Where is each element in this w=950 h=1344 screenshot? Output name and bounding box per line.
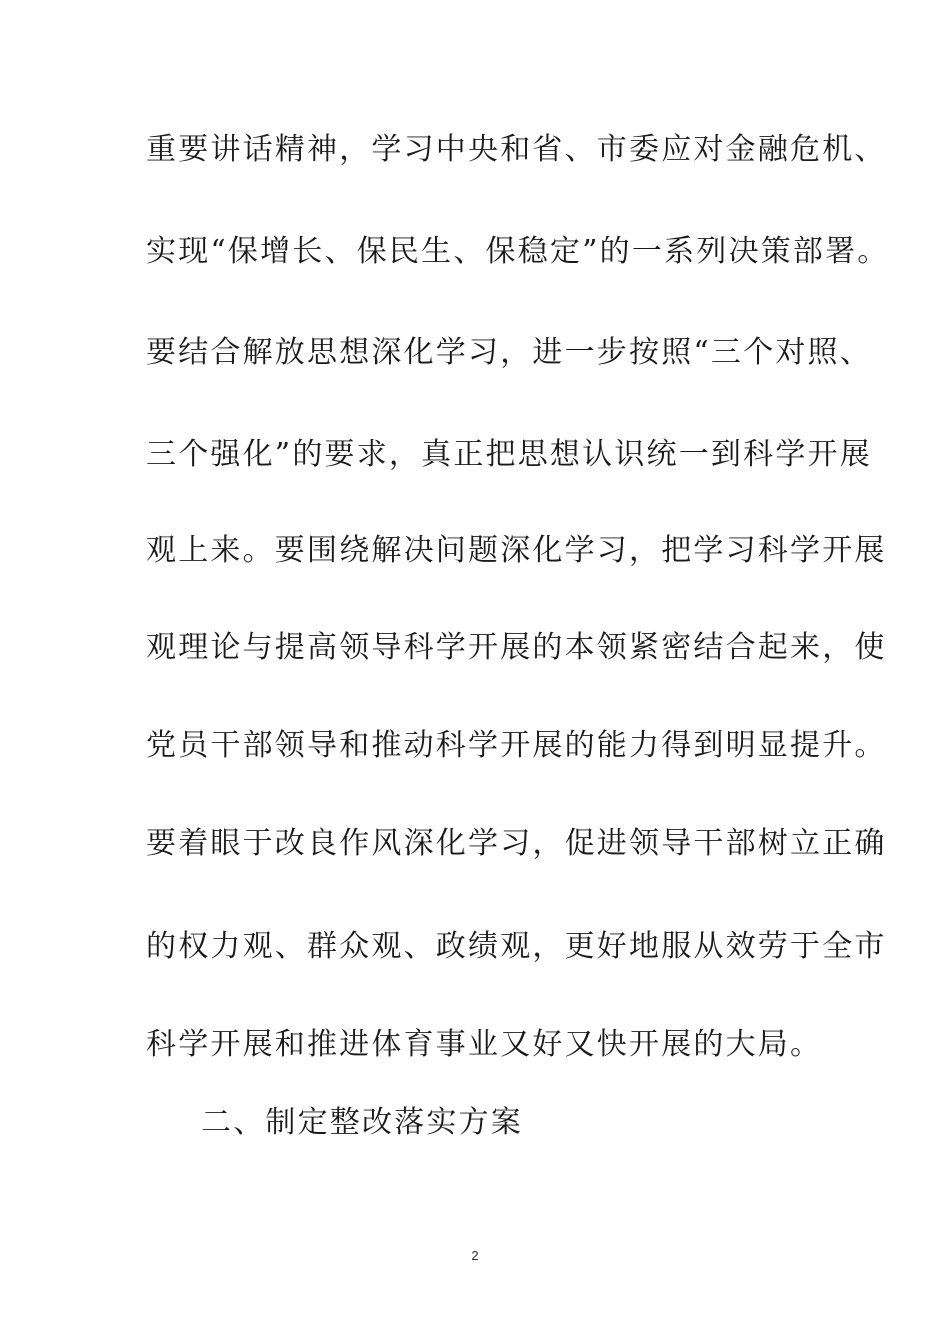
paragraph-line: 重要讲话精神，学习中央和省、市委应对金融危机、 — [146, 132, 887, 167]
paragraph-line: 科学开展和推进体育事业又好又快开展的大局。 — [146, 1027, 823, 1062]
paragraph-line: 党员干部领导和推动科学开展的能力得到明显提升。 — [146, 728, 887, 763]
paragraph-line: 要结合解放思想深化学习，进一步按照“三个对照、 — [146, 335, 872, 370]
paragraph-line: 观理论与提高领导科学开展的本领紧密结合起来，使 — [146, 630, 887, 665]
page-number: 2 — [471, 1248, 479, 1263]
paragraph-line: 的权力观、群众观、政绩观，更好地服从效劳于全市 — [146, 929, 887, 964]
paragraph-line: 要着眼于改良作风深化学习，促进领导干部树立正确 — [146, 826, 887, 861]
paragraph-line: 三个强化”的要求，真正把思想认识统一到科学开展 — [146, 437, 872, 472]
paragraph-line: 观上来。要围绕解决问题深化学习，把学习科学开展 — [146, 533, 887, 568]
paragraph-line: 实现“保增长、保民生、保稳定”的一系列决策部署。 — [146, 234, 890, 269]
section-heading: 二、制定整改落实方案 — [201, 1105, 523, 1140]
